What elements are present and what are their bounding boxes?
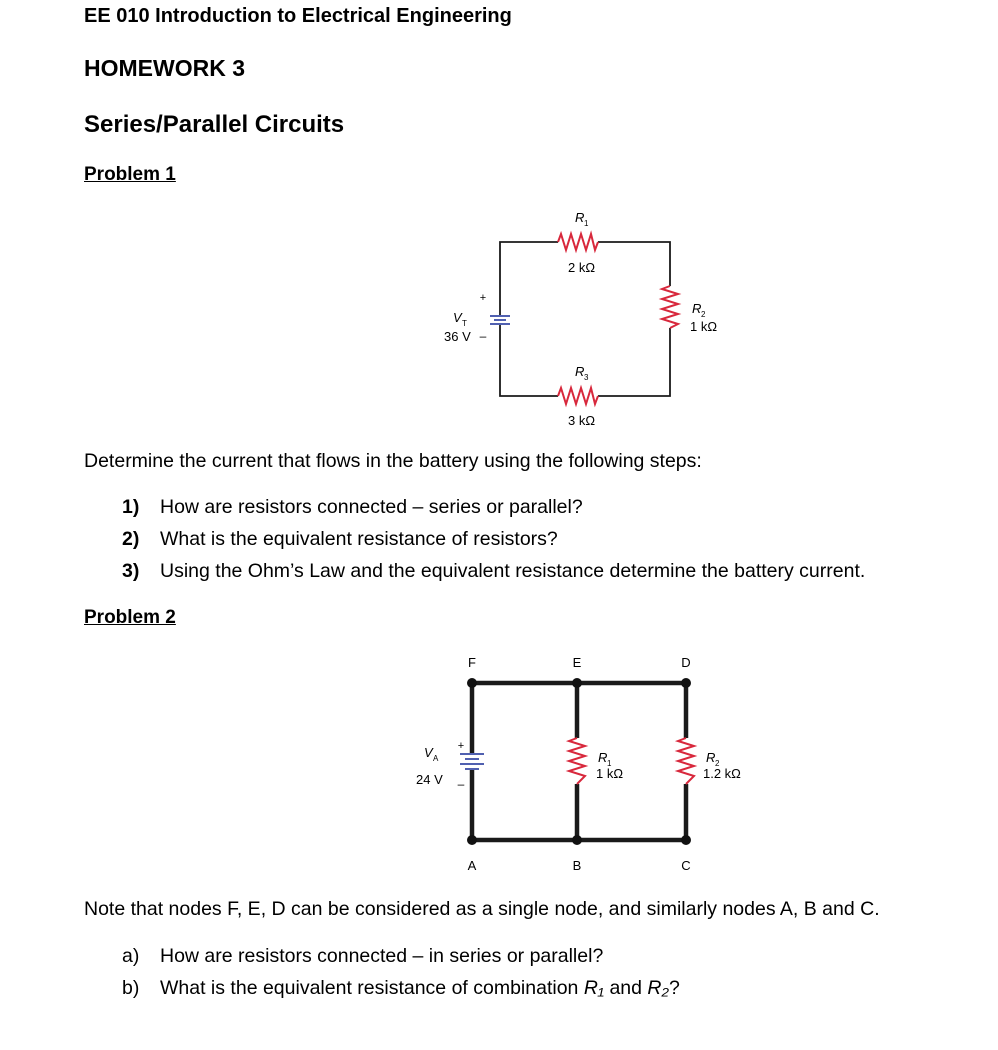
question-item <box>122 945 603 968</box>
step-text: Using the Ohm’s Law and the equivalent resistance determine the battery current. <box>160 560 866 582</box>
battery-va <box>460 754 484 769</box>
step-number: 1) <box>122 496 140 518</box>
problem-1-label: Problem 1 <box>84 164 176 185</box>
node-d-dot <box>681 678 691 688</box>
question-text: What is the equivalent resistance of combination <box>160 977 584 999</box>
step-item <box>122 560 865 583</box>
vt-plus-sign: + <box>479 292 487 304</box>
question-text: How are resistors connected – in series or parallel? <box>160 945 604 967</box>
step-item <box>122 528 558 551</box>
question-end: ? <box>668 977 680 999</box>
vt-value: 36 V <box>444 329 471 344</box>
p2-r1-name: R <box>598 750 608 765</box>
node-e-dot <box>572 678 582 688</box>
r1-subscript: 1 <box>584 219 589 228</box>
problem-1-instructions: Determine the current that flows in the battery using the following steps: <box>84 450 702 472</box>
step-number: 2) <box>122 528 140 550</box>
p2-r2-value: 1.2 kΩ <box>703 766 741 781</box>
topic-title: Series/Parallel Circuits <box>84 111 345 138</box>
series-circuit-diagram <box>0 0 998 440</box>
node-a-dot <box>467 835 477 845</box>
r2-value: 1 kΩ <box>690 319 718 334</box>
step-text: How are resistors connected – series or parallel? <box>160 496 583 518</box>
node-f-label: F <box>468 655 476 670</box>
problem-2-label: Problem 2 <box>84 607 176 628</box>
node-c-dot <box>681 835 691 845</box>
r1-value: 2 kΩ <box>568 260 596 275</box>
p2-r2-name: R <box>706 750 716 765</box>
va-plus-sign: + <box>457 740 465 752</box>
step-text: What is the equivalent resistance of resistors? <box>160 528 558 550</box>
question-letter: a) <box>122 945 140 967</box>
node-e-label: E <box>572 655 582 670</box>
question-letter: b) <box>122 977 140 999</box>
step-item <box>122 496 583 519</box>
r3-name: R <box>575 364 585 379</box>
vt-subscript: T <box>462 319 467 328</box>
r3-subscript: 3 <box>584 373 589 382</box>
resistor-r1 <box>558 234 598 250</box>
p2-r1-subscript: 1 <box>607 759 612 768</box>
node-c-label: C <box>681 858 691 873</box>
parallel-circuit-diagram <box>0 640 998 880</box>
r1-symbol: R₁ <box>583 977 605 999</box>
node-b-dot <box>572 835 582 845</box>
va-value: 24 V <box>416 772 443 787</box>
node-d-label: D <box>681 655 691 670</box>
vt-minus-sign: – <box>479 329 487 343</box>
course-title: EE 010 Introduction to Electrical Engineering <box>84 5 512 27</box>
resistor-r3 <box>558 388 598 404</box>
r2-symbol: R₂ <box>647 977 669 999</box>
r2-name: R <box>692 301 702 316</box>
resistor-r2-parallel <box>678 738 694 784</box>
step-number: 3) <box>122 560 140 582</box>
va-name: V <box>424 745 433 760</box>
battery-vt <box>490 316 510 324</box>
r1-name: R <box>575 210 585 225</box>
vt-name: V <box>453 310 462 325</box>
resistor-r1-parallel <box>569 738 585 784</box>
node-f-dot <box>467 678 477 688</box>
va-subscript: A <box>433 754 439 763</box>
homework-title: HOMEWORK 3 <box>84 55 245 81</box>
va-minus-sign: – <box>457 777 465 791</box>
question-item <box>122 977 680 1000</box>
p2-r2-subscript: 2 <box>715 759 720 768</box>
node-b-label: B <box>572 858 582 873</box>
question-and: and <box>604 977 648 999</box>
parallel-circuit-wires <box>472 683 686 840</box>
resistor-r2 <box>662 286 678 328</box>
problem-2-note: Note that nodes F, E, D can be considered as a single node, and similarly nodes A, B and C. <box>84 898 880 920</box>
p2-r1-value: 1 kΩ <box>596 766 624 781</box>
r3-value: 3 kΩ <box>568 413 596 428</box>
node-a-label: A <box>467 858 477 873</box>
r2-subscript: 2 <box>701 310 706 319</box>
